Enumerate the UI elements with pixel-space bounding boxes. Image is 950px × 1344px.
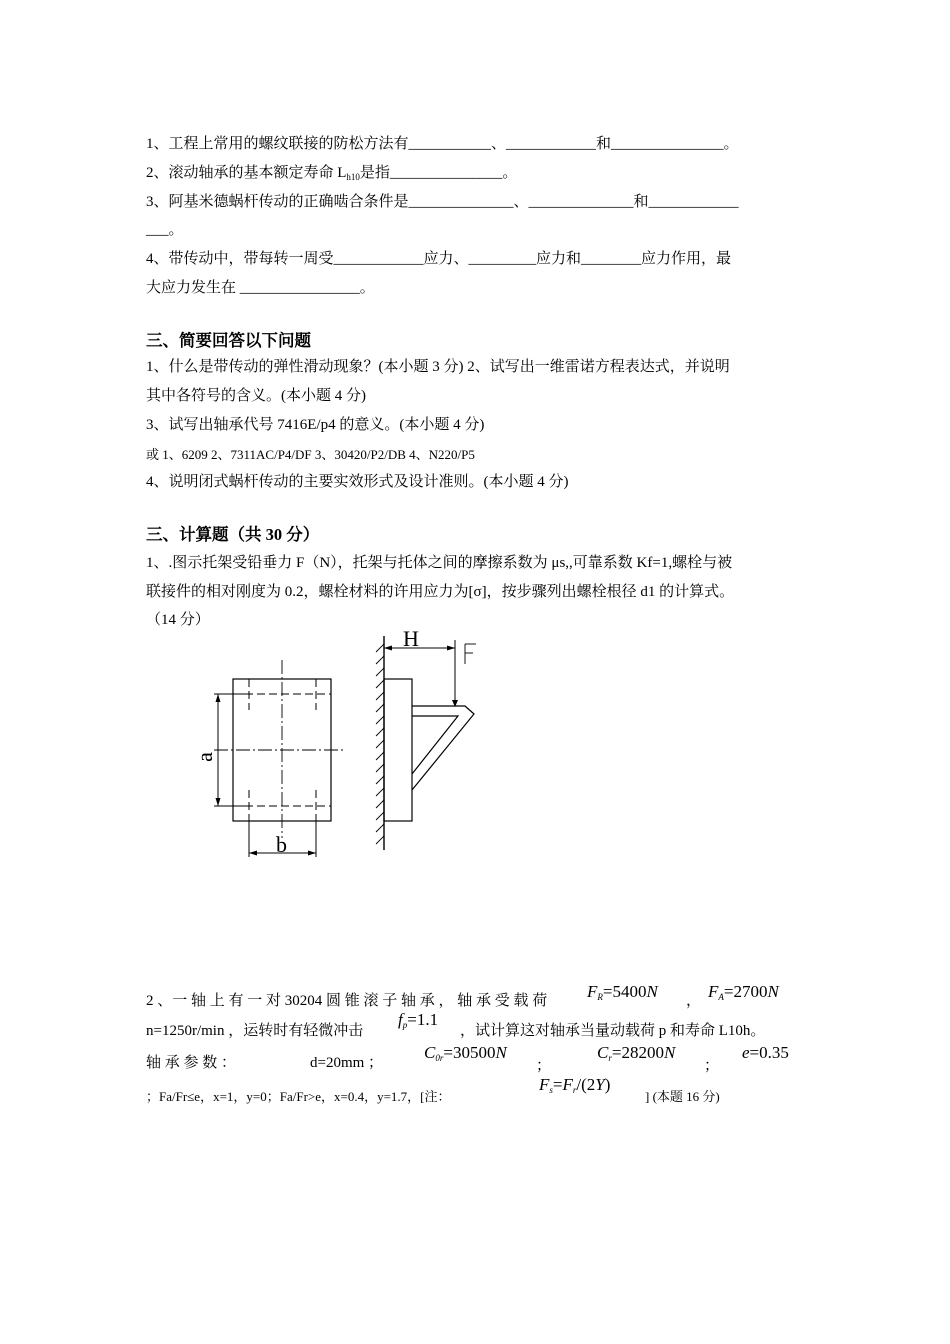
Fs-eq: = <box>552 1075 563 1094</box>
s2-line1: 1、什么是带传动的弹性滑动现象？(本小题 3 分) 2、试写出一维雷诺方程表达式，并说明 <box>146 359 730 375</box>
semicolon-2: ； <box>704 1058 720 1074</box>
sep-comma: ， <box>686 993 702 1009</box>
Y-symbol: Y <box>595 1075 605 1094</box>
p2-line2-post: ，试计算这对轴承当量动载荷 p 和寿命 L10h。 <box>460 1023 766 1039</box>
bracket-side <box>384 679 412 821</box>
formula-FA <box>708 982 779 1002</box>
formula-e <box>742 1043 789 1063</box>
p2-line4-post: ] (本题 16 分) <box>645 1089 720 1104</box>
Fs-tail: /(2 <box>576 1075 596 1094</box>
formula-Cr <box>597 1043 675 1063</box>
section3-title: 三、计算题（共 30 分） <box>146 525 320 544</box>
label-a: a <box>192 752 217 762</box>
C0-symbol: C <box>424 1043 436 1062</box>
FA-unit: N <box>767 982 779 1001</box>
e-symbol: e <box>742 1043 750 1062</box>
s2-line5: 4、说明闭式蜗杆传动的主要实效形式及设计准则。(本小题 4 分) <box>146 474 569 490</box>
p2-line3-label: 轴 承 参 数 ： <box>146 1055 237 1071</box>
section2-title: 三、简要回答以下问题 <box>146 331 311 350</box>
q4-line1: 4、带传动中，带每转一周受____________应力、_________应力和________应力作用，最 <box>146 251 732 267</box>
label-b: b <box>276 832 287 857</box>
formula-fp <box>398 1010 438 1030</box>
p1-line1: 1、.图示托架受铅垂力 F（N），托架与托体之间的摩擦系数为 μs,,可靠系数 Kf=1,螺栓与被 <box>146 555 733 571</box>
formula-FR <box>587 982 658 1002</box>
Cr-unit: N <box>663 1043 676 1062</box>
q2-post: 是指_______________。 <box>359 165 518 181</box>
Cr-symbol: C <box>597 1043 609 1062</box>
Fs-sub: s <box>549 1085 553 1095</box>
FR-sub: R <box>597 992 603 1002</box>
q1: 1、工程上常用的螺纹联接的防松方法有___________、____________和_______________。 <box>146 136 739 152</box>
FA-symbol: F <box>708 982 719 1001</box>
s2-line2: 其中各符号的含义。(本小题 4 分) <box>146 388 366 404</box>
fp-symbol: f <box>398 1010 403 1029</box>
fp-value: =1.1 <box>407 1010 439 1029</box>
semicolon-1: ； <box>536 1058 552 1074</box>
s2-line3: 3、试写出轴承代号 7416E/p4 的意义。(本小题 4 分) <box>146 417 485 433</box>
Fs-symbol: F <box>539 1075 550 1094</box>
C0-value: =30500 <box>443 1043 496 1062</box>
C0-unit: N <box>495 1043 507 1062</box>
fp-sub: p <box>402 1020 408 1030</box>
FA-sub: A <box>718 992 724 1002</box>
C0-sub: 0r <box>435 1053 444 1063</box>
FR-value: =5400 <box>602 982 647 1001</box>
s2-line4: 或 1、6209 2、7311AC/P4/DF 3、30420/P2/DB 4、N220/P5 <box>146 447 475 462</box>
formula-C0r <box>424 1043 507 1063</box>
p1-line3: （14 分） <box>146 612 210 628</box>
p2-line2-pre: n=1250r/min ，运转时有轻微冲击 <box>146 1023 364 1039</box>
q3-line2: ___。 <box>146 222 184 238</box>
p1-line2: 联接件的相对刚度为 0.2，螺栓材料的许用应力为[σ]，按步骤列出螺栓根径 d1 的计算式。 <box>146 584 735 600</box>
d-value: d=20mm ； <box>310 1055 384 1071</box>
Cr-value: =28200 <box>611 1043 664 1062</box>
close-paren: ) <box>604 1075 611 1094</box>
FA-value: =2700 <box>723 982 768 1001</box>
formula-Fs <box>539 1075 610 1095</box>
q2-sub: h10 <box>346 172 360 182</box>
FR-symbol: F <box>587 982 598 1001</box>
FR-unit: N <box>646 982 658 1001</box>
q3-line1: 3、阿基米德蜗杆传动的正确啮合条件是______________、______________和____________ <box>146 194 739 210</box>
Fr-sub: r <box>572 1085 577 1095</box>
q4-line2: 大应力发生在 ________________。 <box>146 280 375 296</box>
Fr-symbol: F <box>562 1075 573 1094</box>
label-H: H <box>403 626 419 651</box>
e-value: =0.35 <box>749 1043 789 1062</box>
p2-line1-text: 2 、一 轴 上 有 一 对 30204 圆 锥 滚 子 轴 承 ， 轴 承 受 载 荷 <box>146 993 548 1009</box>
q2-pre: 2、滚动轴承的基本额定寿命 L <box>146 165 347 181</box>
p2-line4-pre: ；Fa/Fr≤e，x=1，y=0；Fa/Fr>e，x=0.4，y=1.7，[注： <box>146 1089 451 1104</box>
Cr-sub: r <box>608 1053 612 1063</box>
